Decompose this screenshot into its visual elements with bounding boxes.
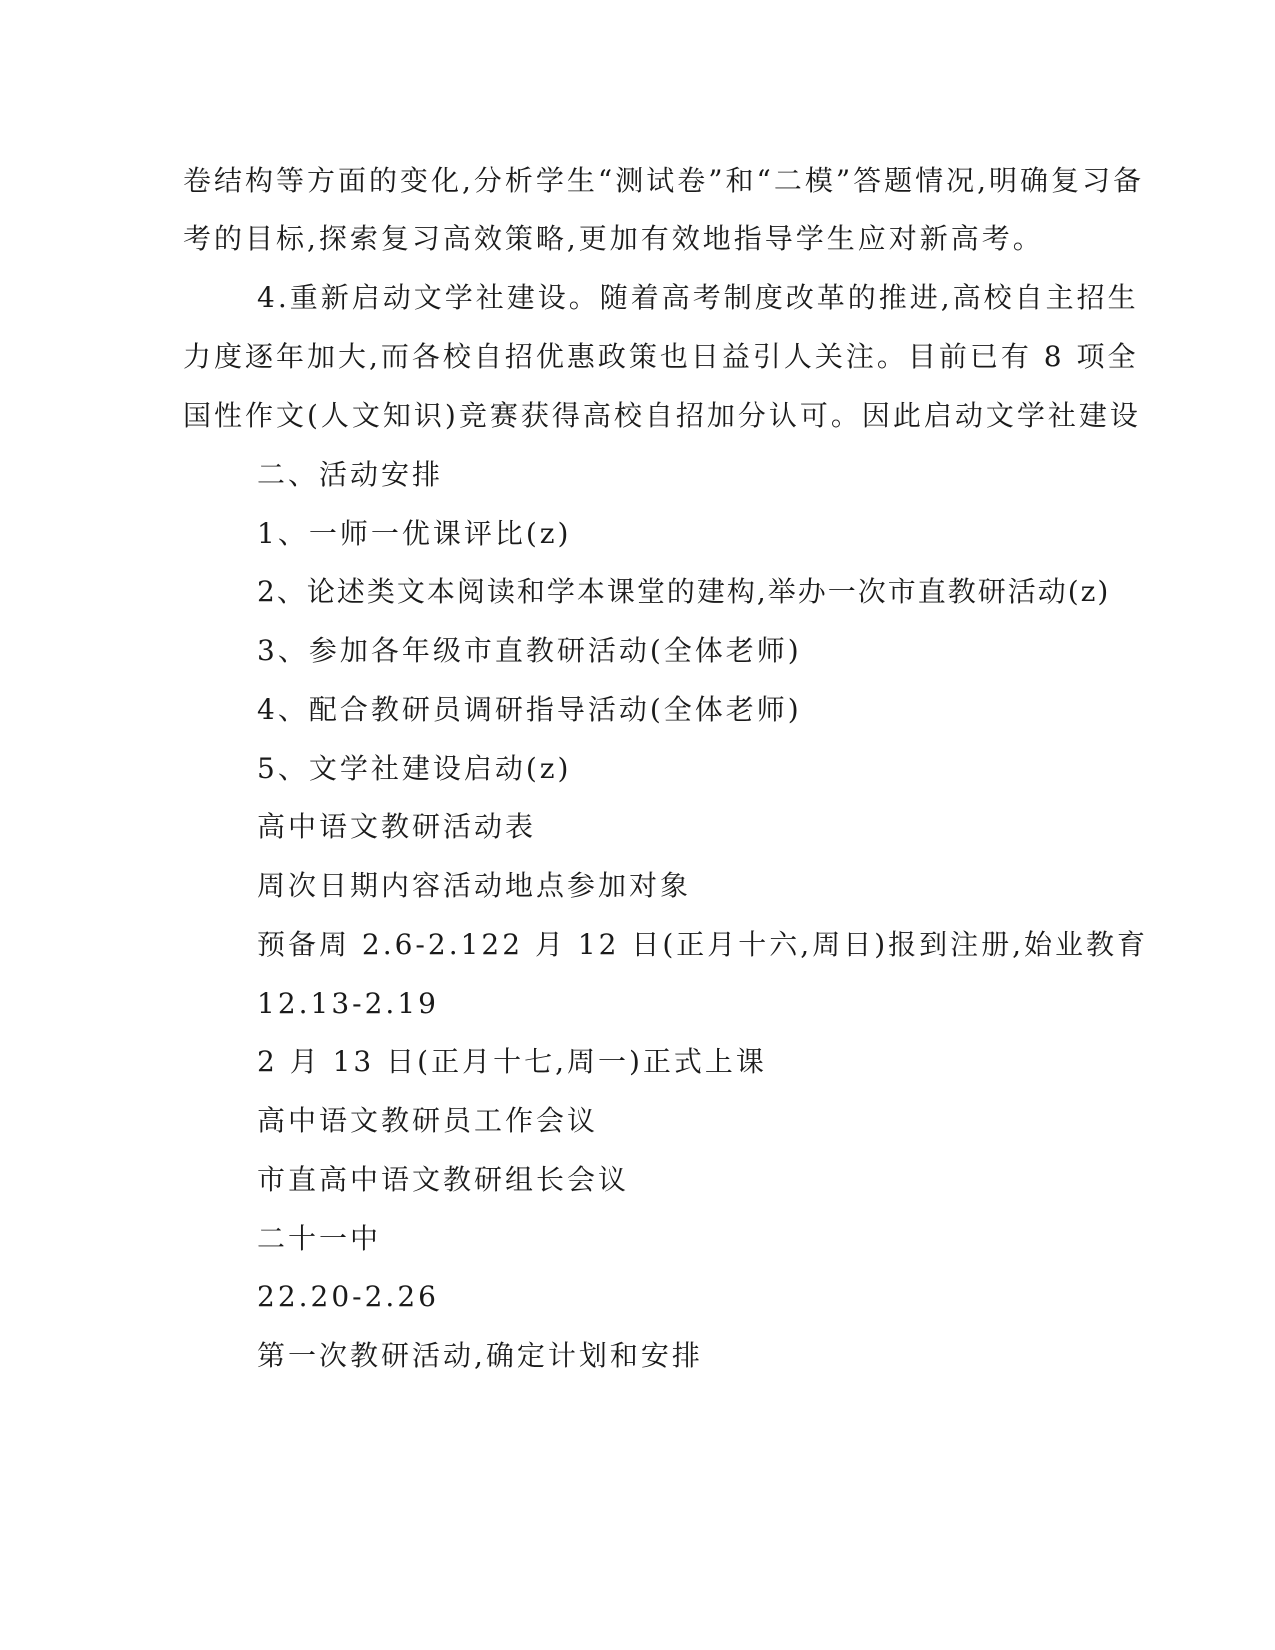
list-item: 4、配合教研员调研指导活动(全体老师) <box>257 693 802 726</box>
table-title: 高中语文教研活动表 <box>257 810 537 843</box>
table-row: 2 月 13 日(正月十七,周一)正式上课 <box>257 1045 767 1078</box>
table-row: 22.20-2.26 <box>257 1280 439 1313</box>
paragraph-line: 4.重新启动文学社建设。随着高考制度改革的推进,高校自主招生 <box>257 281 1139 314</box>
list-item: 3、参加各年级市直教研活动(全体老师) <box>257 634 802 667</box>
paragraph-line: 考的目标,探索复习高效策略,更加有效地指导学生应对新高考。 <box>183 222 1044 255</box>
table-row: 第一次教研活动,确定计划和安排 <box>257 1339 703 1372</box>
paragraph-line: 国性作文(人文知识)竞赛获得高校自招加分认可。因此启动文学社建设 <box>183 399 1141 432</box>
list-item: 5、文学社建设启动(z) <box>257 752 572 785</box>
section-heading: 二、活动安排 <box>257 458 444 491</box>
paragraph-line: 力度逐年加大,而各校自招优惠政策也日益引人关注。目前已有 8 项全 <box>183 340 1139 373</box>
table-row: 12.13-2.19 <box>257 987 439 1020</box>
table-row: 二十一中 <box>257 1222 382 1255</box>
table-row: 市直高中语文教研组长会议 <box>257 1163 630 1196</box>
table-row: 预备周 2.6-2.122 月 12 日(正月十六,周日)报到注册,始业教育 <box>257 928 1149 961</box>
paragraph-line: 卷结构等方面的变化,分析学生“测试卷”和“二模”答题情况,明确复习备 <box>183 164 1145 197</box>
table-row: 高中语文教研员工作会议 <box>257 1104 599 1137</box>
list-item: 1、一师一优课评比(z) <box>257 517 572 550</box>
table-header: 周次日期内容活动地点参加对象 <box>257 869 692 902</box>
list-item: 2、论述类文本阅读和学本课堂的建构,举办一次市直教研活动(z) <box>257 575 1111 608</box>
